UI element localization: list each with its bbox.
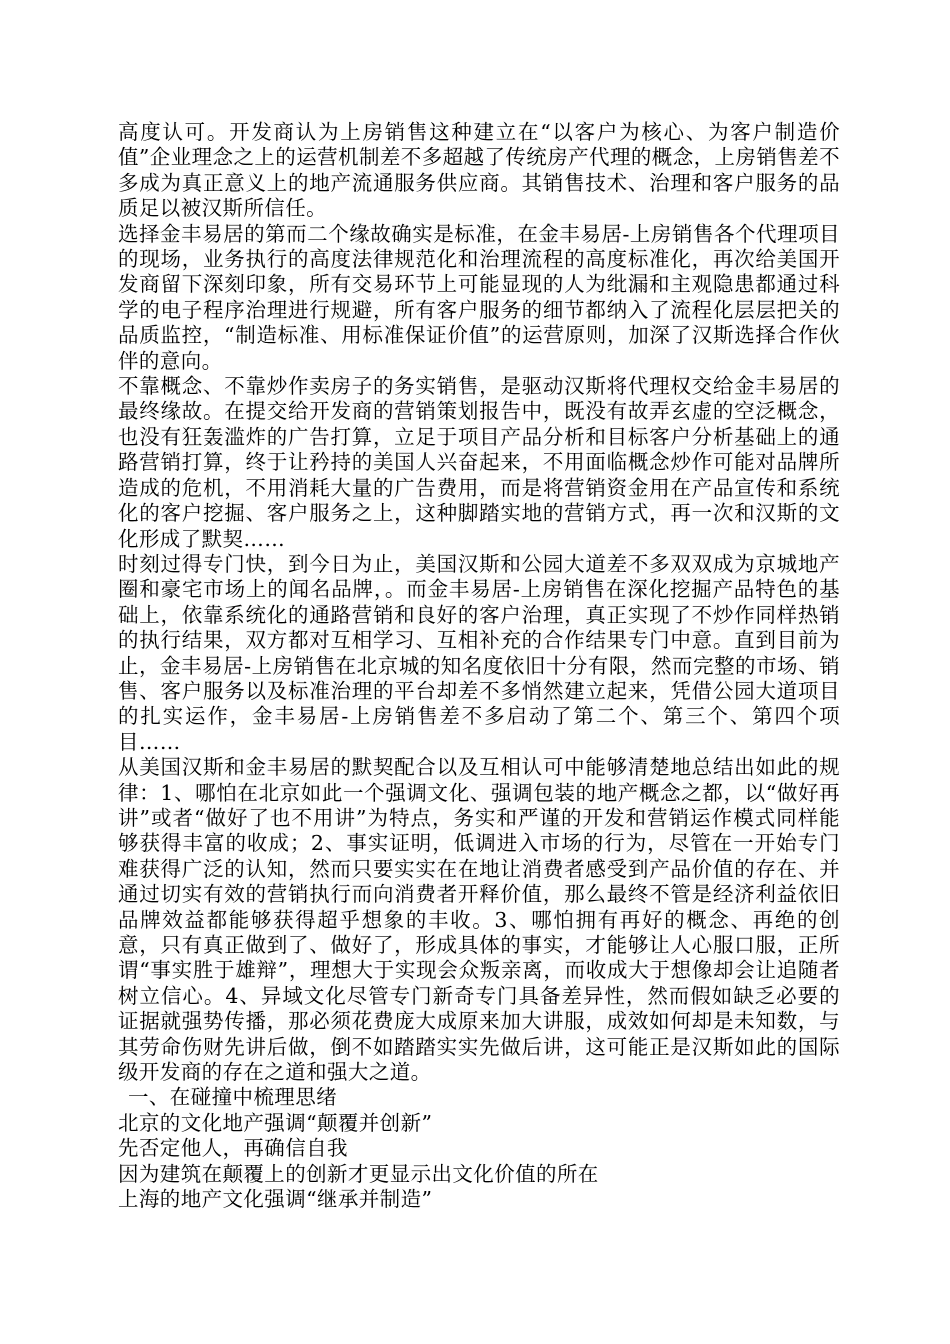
text-line-4: 上海的地产文化强调“继承并制造” [118,1187,433,1212]
paragraph-1: 高度认可。开发商认为上房销售这种建立在“以客户为核心、为客户制造价值”企业理念之上的运营机制差不多超越了传统房产代理的概念，上房销售差不多成为真正意义上的地产流通服务供应商。其销售技术、治理和客户服务的品质足以被汉斯所信任。 [118,120,840,221]
paragraph-5: 从美国汉斯和金丰易居的默契配合以及互相认可中能够清楚地总结出如此的规律：1、哪怕在北京如此一个强调文化、强调包装的地产概念之都，以“做好再讲”或者“做好了也不用讲”为特点，务实和严谨的开发和营销运作模式同样能够获得丰富的收成；2、事实证明，低调进入市场的行为，尽管在一开始专门难获得广泛的认知，然而只要实实在在地让消费者感受到产品价值的存在、并通过切实有效的营销执行而向消费者开释价值，那么最终不管是经济利益依旧品牌效益都能够获得超乎想象的丰收。3、哪怕拥有再好的概念、再绝的创意，只有真正做到了、做好了，形成具体的事实，才能够让人心服口服，正所谓“事实胜于雄辩”，理想大于实现会众叛亲离，而收成大于想像却会让追随者树立信心。4、异域文化尽管专门新奇专门具备差异性，然而假如缺乏必要的证据就强势传播，那必须花费庞大成原来加大讲服，成效如何却是未知数，与其劳命伤财先讲后做，倒不如踏踏实实先做后讲，这可能正是汉斯如此的国际级开发商的存在之道和强大之道。 [118,755,840,1085]
paragraph-3: 不靠概念、不靠炒作卖房子的务实销售，是驱动汉斯将代理权交给金丰易居的最终缘故。在提交给开发商的营销策划报告中，既没有故弄玄虚的空泛概念，也没有狂轰滥炸的广告打算，立足于项目产品分析和目标客户分析基础上的通路营销打算，终于让矜持的美国人兴奋起来，不用面临概念炒作可能对品牌所造成的危机，不用消耗大量的广告费用，而是将营销资金用在产品宣传和系统化的客户挖掘、客户服务之上，这种脚踏实地的营销方式，再一次和汉斯的文化形成了默契…… [118,374,840,551]
text-line-3: 因为建筑在颠覆上的创新才更显示出文化价值的所在 [118,1161,599,1186]
section-heading: 一、在碰撞中梳理思绪 [128,1085,337,1110]
paragraph-4: 时刻过得专门快，到今日为止，美国汉斯和公园大道差不多双双成为京城地产圈和豪宅市场上的闻名品牌，。而金丰易居-上房销售在深化挖掘产品特色的基础上，依靠系统化的通路营销和良好的客户治理，真正实现了不炒作同样热销的执行结果，双方都对互相学习、互相补充的合作结果专门中意。直到目前为止，金丰易居-上房销售在北京城的知名度依旧十分有限，然而完整的市场、销售、客户服务以及标准治理的平台却差不多悄然建立起来，凭借公园大道项目的扎实运作，金丰易居-上房销售差不多启动了第二个、第三个、第四个项目…… [118,551,840,754]
text-line-2: 先否定他人，再确信自我 [118,1136,348,1161]
paragraph-2: 选择金丰易居的第而二个缘故确实是标准，在金丰易居-上房销售各个代理项目的现场，业务执行的高度法律规范化和治理流程的高度标准化，再次给美国开发商留下深刻印象，所有交易环节上可能显现的人为纰漏和主观隐患都通过科学的电子程序治理进行规避，所有客户服务的细节都纳入了流程化层层把关的品质监控，“制造标准、用标准保证价值”的运营原则，加深了汉斯选择合作伙伴的意向。 [118,221,840,373]
document-page [118,120,840,1212]
text-line-1: 北京的文化地产强调“颠覆并创新” [118,1110,433,1135]
